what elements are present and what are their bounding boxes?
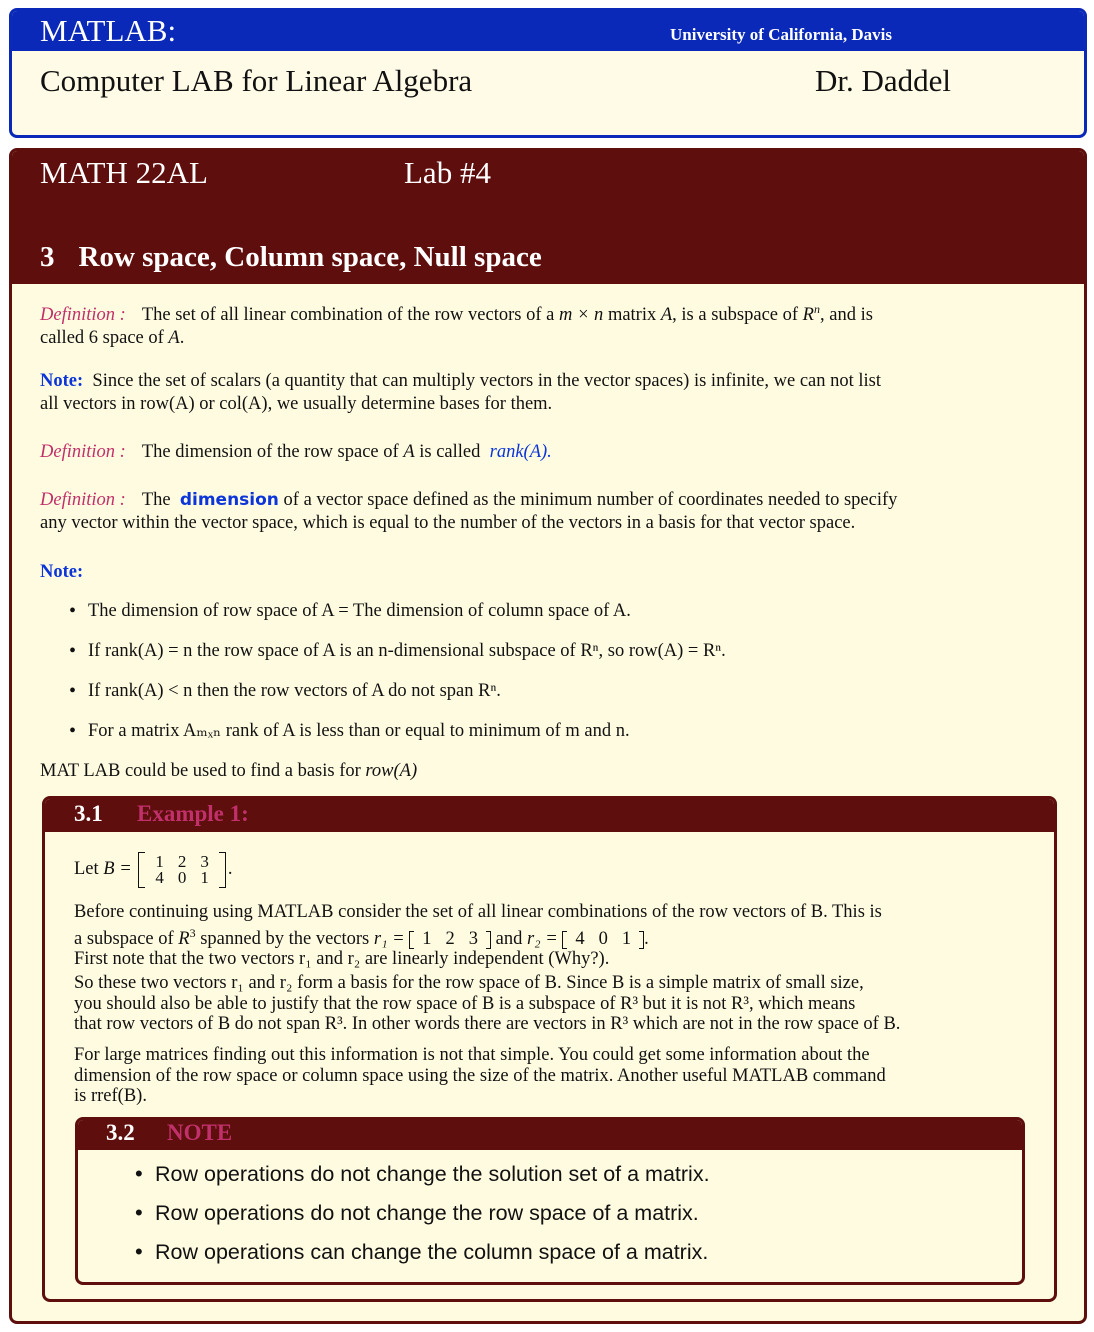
lab-number: Lab #4: [404, 155, 491, 190]
example-title: Example 1:: [137, 801, 249, 826]
vector-entry: 4: [575, 928, 585, 949]
example-paragraph-1: [74, 902, 1026, 970]
note-title: NOTE: [167, 1120, 233, 1145]
matlab-line-math: row(A): [365, 761, 418, 781]
p1-line1: Before continuing using MATLAB consider the set of all linear combinations of the row vectors of B. This is: [74, 902, 882, 922]
main-header: [12, 151, 1084, 284]
definition-1: Definition : The set of all linear combination of the row vectors of a m × n matrix A, is a subspace of $R^n$, and is called 6 space of A.: [40, 302, 873, 349]
vector-entry: 1: [621, 928, 632, 949]
note-box: [75, 1117, 1025, 1285]
note1-line1: Since the set of scalars (a quantity that can multiply vectors in the vector spaces) is infinite, we can not list: [92, 371, 881, 391]
list-item: • Row operations can change the column space of a matrix.: [78, 1240, 710, 1279]
note-2: [40, 561, 1056, 584]
list-item: • The dimension of row space of A = The dimension of column space of A.: [40, 600, 1056, 640]
p1-line3: First note that the two vectors r₁ and r₂ are linearly independent (Why?).: [74, 949, 610, 970]
vector-entry: 1: [422, 928, 432, 949]
def2-math: A: [403, 442, 415, 462]
r2-label: r₂ =: [526, 928, 558, 949]
matrix-cell: 0: [177, 867, 187, 887]
def2-text-b: is called: [419, 442, 481, 462]
dimension-term: dimension: [179, 490, 279, 510]
def1-math-a: A: [660, 305, 673, 326]
let-math: B =: [103, 859, 132, 879]
definition-2: [40, 441, 1056, 464]
vector-entry: 2: [445, 928, 455, 949]
section-number: 3: [40, 241, 55, 273]
p2-line3: that row vectors of B do not span R³. In other words there are vectors in R³ which are not in the row space of B.: [74, 1014, 901, 1034]
institution: University of California, Davis: [670, 25, 892, 44]
note-1: [40, 370, 1056, 416]
let-line: Let B = 1 2 3 4 0 1 .: [74, 851, 233, 887]
example-number: 3.1: [74, 801, 103, 826]
p1-line2-a: a subspace of: [74, 928, 174, 949]
vector-entry: 3: [468, 928, 478, 949]
def1-text-b: matrix: [607, 305, 657, 326]
app-title: MATLAB:: [40, 13, 177, 48]
p1-line2: a subspace of $R^3$ spanned by the vectors r₁ = 1 2 3 and r₂ = 4 0 1 .: [74, 925, 649, 949]
note-number: 3.2: [106, 1120, 135, 1145]
def1-text: The set of all linear combination of the row vectors of a: [141, 305, 555, 326]
p2-line2: you should also be able to justify that the row space of B is a subspace of R³ but it is not R³, which means: [74, 993, 856, 1014]
matrix-cell: 3: [200, 851, 209, 871]
def3-the: The: [141, 490, 171, 510]
matrix-cell: 1: [155, 851, 164, 871]
and-text: and: [495, 928, 523, 949]
definition-3: [40, 489, 1056, 535]
vector-entry: 0: [598, 928, 608, 949]
rank-term: rank(A).: [489, 442, 552, 462]
matrix-cell: 4: [155, 867, 164, 887]
note-2-bullets: [40, 600, 1056, 760]
def1-text-c: , is a subspace of: [672, 305, 799, 326]
p3-line3: is rref(B).: [74, 1086, 147, 1106]
def2-text: The dimension of the row space of: [141, 442, 399, 462]
list-item: • For a matrix Aₘₓₙ rank of A is less than or equal to minimum of m and n.: [40, 720, 1056, 760]
note-label: Note:: [40, 562, 84, 582]
def1-math-mn: m × n: [558, 305, 604, 326]
list-item: • Row operations do not change the solution set of a matrix.: [78, 1162, 710, 1201]
matlab-line-text: MAT LAB could be used to find a basis for: [40, 761, 361, 781]
header-bar: [12, 11, 1084, 51]
section-title: Row space, Column space, Null space: [78, 241, 542, 273]
note1-line2: all vectors in row(A) or col(A), we usually determine bases for them.: [40, 394, 553, 414]
r1-vector: [409, 929, 491, 950]
p3-line2: dimension of the row space or column space using the size of the matrix. Another useful MATLAB command: [74, 1065, 886, 1086]
example-paragraph-3: [74, 1045, 1026, 1107]
header-box: [9, 8, 1087, 138]
def1-math-a2: A: [168, 328, 180, 349]
main-box: [9, 148, 1087, 1324]
list-item: • If rank(A) < n then the row vectors of A do not span Rⁿ.: [40, 680, 1056, 720]
definition-label: Definition :: [40, 490, 126, 510]
list-item: • Row operations do not change the row space of a matrix.: [78, 1201, 710, 1240]
instructor: Dr. Daddel: [815, 63, 952, 98]
section-heading: [40, 241, 542, 274]
p3-line1: For large matrices finding out this information is not that simple. You could get some information about the: [74, 1045, 870, 1065]
def3-line2: any vector within the vector space, which is equal to the number of the vectors in a basis for that vector space.: [40, 513, 856, 533]
matlab-basis-line: [40, 760, 1056, 783]
course-code: MATH 22AL: [40, 155, 208, 190]
def1-line2: called 6 space of: [40, 328, 164, 349]
example-header: [45, 799, 1054, 832]
def1-sup-n: n: [813, 302, 820, 316]
def1-math-r: R: [802, 305, 814, 326]
r2-vector: [562, 929, 644, 950]
matrix-cell: 1: [200, 867, 209, 887]
p1-line2-b: spanned by the vectors: [200, 928, 370, 949]
list-item: • If rank(A) = n the row space of A is an n-dimensional subspace of Rⁿ, so row(A) = Rⁿ.: [40, 640, 1056, 680]
p2-line1: So these two vectors r₁ and r₂ form a basis for the row space of B. Since B is a simple matrix of small size,: [74, 973, 864, 993]
example-box: [42, 796, 1057, 1302]
example-paragraph-2: [74, 973, 1026, 1035]
note-header: [78, 1120, 1022, 1150]
def1-text-d: , and is: [819, 305, 873, 326]
r1-label: r₁ =: [373, 928, 405, 949]
note-label: Note:: [40, 371, 84, 391]
course-title: Computer LAB for Linear Algebra: [40, 63, 473, 98]
let-text: Let: [74, 859, 99, 879]
definition-label: Definition :: [40, 305, 126, 326]
def3-line1: of a vector space defined as the minimum number of coordinates needed to specify: [283, 490, 898, 510]
matrix-cell: 2: [177, 851, 187, 871]
definition-label: Definition :: [40, 442, 126, 462]
